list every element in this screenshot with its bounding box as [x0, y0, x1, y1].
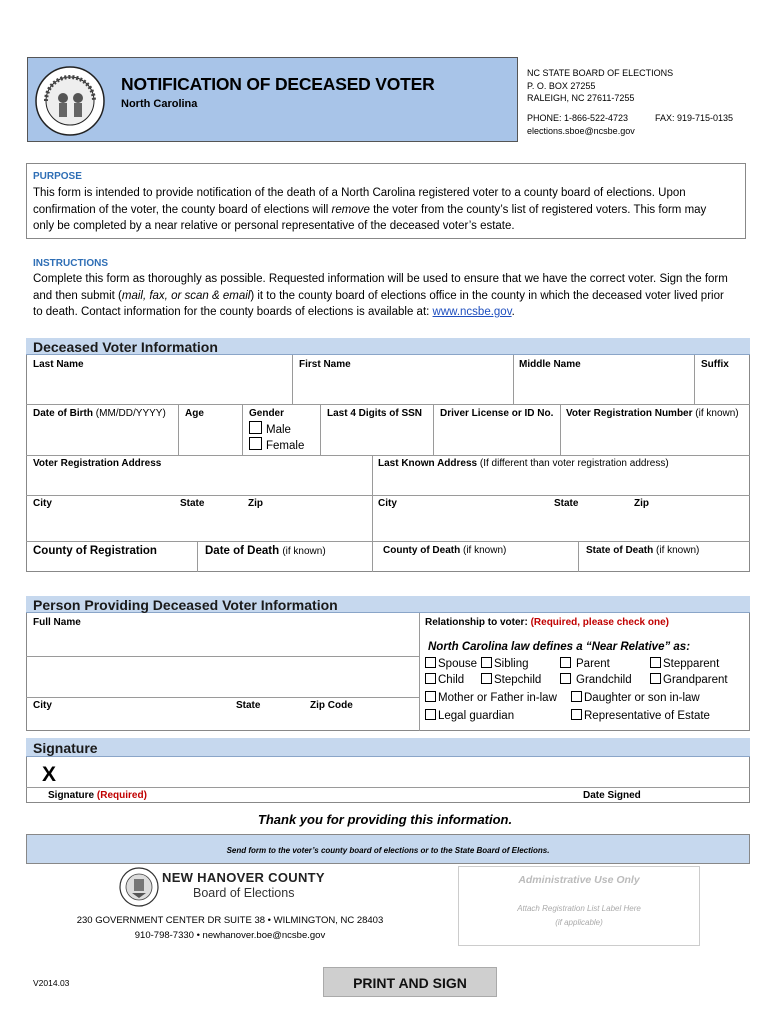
relationship-required: (Required, please check one) — [530, 617, 669, 628]
divider — [292, 355, 293, 404]
divider — [419, 613, 420, 731]
sibling-label: Sibling — [494, 658, 529, 670]
deceased-title: Deceased Voter Information — [33, 339, 218, 355]
option-child-in-law[interactable] — [571, 691, 700, 704]
date-death-label: Date of Death — [205, 545, 280, 557]
divider — [513, 355, 514, 404]
print-and-sign-button[interactable]: PRINT AND SIGN — [323, 967, 497, 997]
grandparent-checkbox[interactable] — [650, 673, 661, 684]
last-address-note: (If different than voter registration address) — [479, 458, 669, 469]
reg-state-field[interactable]: State — [180, 498, 205, 509]
divider — [242, 405, 243, 455]
stepparent-label: Stepparent — [663, 658, 720, 670]
instructions-emphasis: mail, fax, or scan & email — [121, 289, 251, 302]
legal-guardian-checkbox[interactable] — [425, 709, 436, 720]
date-death-note: (if known) — [282, 546, 326, 557]
county-address: 230 GOVERNMENT CENTER DR SUITE 38 • WILMINGTON, NC 28403 — [76, 915, 384, 926]
divider — [178, 405, 179, 455]
divider — [320, 405, 321, 455]
instructions-text — [33, 271, 728, 321]
state-death-label: State of Death — [586, 545, 654, 556]
grandchild-checkbox[interactable] — [560, 673, 571, 684]
purpose-line-2b: the voter from the county’s list of registered voters. This form may — [369, 203, 707, 216]
reg-number-field[interactable] — [566, 408, 739, 419]
divider — [560, 405, 561, 455]
gender-label: Gender — [249, 408, 285, 419]
divider — [197, 542, 198, 572]
option-parent-in-law[interactable] — [425, 691, 557, 704]
divider — [26, 697, 419, 698]
person-state-field[interactable]: State — [236, 700, 261, 711]
divider — [372, 542, 373, 572]
middle-name-field[interactable]: Middle Name — [519, 359, 581, 370]
age-field[interactable]: Age — [185, 408, 204, 419]
county-death-field[interactable] — [383, 545, 506, 556]
child-label: Child — [438, 674, 465, 686]
female-label: Female — [266, 440, 305, 452]
purpose-line-2 — [33, 202, 706, 219]
page-subtitle: North Carolina — [121, 98, 198, 110]
parent-in-law-checkbox[interactable] — [425, 691, 436, 702]
state-death-note: (if known) — [656, 545, 700, 556]
contact-org: NC STATE BOARD OF ELECTIONS — [527, 68, 674, 78]
signature-label — [48, 790, 147, 801]
full-name-field[interactable]: Full Name — [33, 617, 81, 628]
admin-note-2: (if applicable) — [555, 918, 603, 927]
instructions-line-3b: . — [511, 306, 515, 318]
dob-format: (MM/DD/YYYY) — [95, 408, 166, 419]
first-name-field[interactable]: First Name — [299, 359, 351, 370]
contact-phone: PHONE: 1-866-522-4723 — [527, 113, 629, 123]
option-spouse[interactable] — [425, 657, 477, 670]
option-grandchild[interactable] — [560, 673, 632, 686]
child-in-law-checkbox[interactable] — [571, 691, 582, 702]
purpose-line-3: only be completed by a near relative or personal representative of the deceased voter’s estate. — [33, 220, 515, 232]
thank-you-text: Thank you for providing this information. — [257, 812, 513, 827]
stepparent-checkbox[interactable] — [650, 657, 661, 668]
relationship-label — [425, 617, 669, 628]
male-option[interactable] — [249, 421, 291, 436]
county-death-note: (if known) — [463, 545, 507, 556]
date-signed-label: Date Signed — [583, 790, 641, 801]
divider — [26, 656, 419, 657]
last-name-field[interactable]: Last Name — [33, 359, 84, 370]
dob-field[interactable] — [33, 408, 166, 419]
male-label: Male — [266, 424, 291, 436]
state-seal-icon — [35, 66, 105, 136]
last-address-label: Last Known Address — [378, 458, 478, 469]
last-city-field[interactable]: City — [378, 498, 397, 509]
instructions-line-2 — [33, 288, 728, 305]
county-reg-field[interactable]: County of Registration — [33, 545, 157, 557]
reg-number-label: Voter Registration Number — [566, 408, 693, 419]
last-address-field[interactable] — [378, 458, 669, 469]
divider — [372, 456, 373, 541]
state-death-field[interactable] — [586, 545, 699, 556]
signature-required: (Required) — [96, 790, 147, 801]
county-name: NEW HANOVER COUNTY — [162, 870, 325, 885]
county-board: Board of Elections — [193, 886, 295, 900]
contact-block — [527, 67, 673, 105]
option-sibling[interactable] — [481, 657, 529, 670]
purpose-line-2a: confirmation of the voter, the county board of elections will — [33, 203, 332, 216]
instructions-line-3a: to death. Contact information for the county boards of elections is available at: — [33, 306, 433, 318]
last-state-field[interactable]: State — [554, 498, 579, 509]
option-parent[interactable] — [560, 657, 610, 670]
female-checkbox[interactable] — [249, 437, 262, 450]
option-legal-guardian[interactable] — [425, 709, 514, 722]
ncsbe-link[interactable]: www.ncsbe.gov — [432, 306, 512, 318]
county-death-label: County of Death — [383, 545, 461, 556]
instructions-line-3 — [33, 304, 728, 321]
divider — [26, 455, 750, 456]
grandparent-label: Grandparent — [663, 674, 728, 686]
instructions-line-2b: ) it to the county board of elections office in the county in which the deceased voter lived prior — [250, 289, 724, 302]
instructions-line-2a: and then submit ( — [33, 289, 122, 302]
instructions-heading: INSTRUCTIONS — [33, 258, 108, 269]
divider — [26, 495, 750, 496]
page-title: NOTIFICATION OF DECEASED VOTER — [121, 74, 435, 94]
purpose-line-1: This form is intended to provide notification of the death of a North Carolina registered voter to a county board of elections. Upon — [33, 187, 686, 199]
signature-line[interactable] — [26, 787, 750, 788]
divider — [578, 542, 579, 572]
send-note-text: Send form to the voter’s county board of elections or to the State Board of Elections. — [226, 846, 550, 855]
signature-label-text: Signature — [48, 790, 95, 801]
child-in-law-label: Daughter or son in-law — [584, 692, 700, 704]
near-relative-note: North Carolina law defines a “Near Relative” as: — [428, 641, 691, 653]
signature-x-mark: X — [42, 763, 57, 786]
sibling-checkbox[interactable] — [481, 657, 492, 668]
reg-zip-field[interactable]: Zip — [248, 498, 263, 509]
stepchild-label: Stepchild — [494, 674, 542, 686]
date-death-field[interactable] — [205, 545, 326, 557]
last-zip-field[interactable]: Zip — [634, 498, 649, 509]
parent-checkbox[interactable] — [560, 657, 571, 668]
option-stepchild[interactable] — [481, 673, 541, 686]
purpose-heading: PURPOSE — [33, 171, 82, 182]
purpose-text — [33, 185, 706, 235]
divider — [26, 404, 750, 405]
instructions-line-1: Complete this form as thoroughly as possible. Requested information will be used to ensure that we have the correct voter. Sign the form — [33, 273, 728, 285]
option-grandparent[interactable] — [650, 673, 728, 686]
admin-title: Administrative Use Only — [518, 874, 640, 886]
spouse-checkbox[interactable] — [425, 657, 436, 668]
reg-number-note: (if known) — [695, 408, 739, 419]
dob-label: Date of Birth — [33, 408, 93, 419]
divider — [433, 405, 434, 455]
female-option[interactable] — [249, 437, 304, 452]
parent-label: Parent — [576, 658, 610, 670]
ssn-field[interactable]: Last 4 Digits of SSN — [327, 408, 423, 419]
signature-title: Signature — [33, 740, 98, 756]
representative-checkbox[interactable] — [571, 709, 582, 720]
contact-city: RALEIGH, NC 27611-7255 — [527, 93, 635, 103]
county-contact: 910-798-7330 • newhanover.boe@ncsbe.gov — [134, 930, 326, 941]
divider — [26, 541, 750, 542]
reg-address-field[interactable]: Voter Registration Address — [33, 458, 162, 469]
contact-box: P. O. BOX 27255 — [527, 80, 596, 91]
legal-guardian-label: Legal guardian — [438, 710, 515, 722]
contact-fax: FAX: 919-715-0135 — [655, 113, 734, 123]
spouse-label: Spouse — [438, 658, 478, 670]
license-field[interactable]: Driver License or ID No. — [440, 408, 554, 419]
parent-in-law-label: Mother or Father in-law — [438, 692, 557, 704]
option-representative[interactable] — [571, 709, 710, 722]
option-stepparent[interactable] — [650, 657, 719, 670]
reg-city-field[interactable]: City — [33, 498, 52, 509]
person-zip-field[interactable]: Zip Code — [310, 700, 353, 711]
person-title: Person Providing Deceased Voter Information — [33, 597, 338, 613]
contact-email: elections.sboe@ncsbe.gov — [527, 126, 635, 136]
suffix-field[interactable]: Suffix — [701, 359, 729, 370]
admin-note-1: Attach Registration List Label Here — [517, 904, 641, 913]
divider — [694, 355, 695, 404]
representative-label: Representative of Estate — [584, 710, 710, 722]
male-checkbox[interactable] — [249, 421, 262, 434]
relationship-text: Relationship to voter: — [425, 617, 528, 628]
child-checkbox[interactable] — [425, 673, 436, 684]
purpose-emphasis: remove — [331, 203, 370, 216]
version-label: V2014.03 — [33, 978, 70, 988]
stepchild-checkbox[interactable] — [481, 673, 492, 684]
grandchild-label: Grandchild — [576, 674, 632, 686]
person-city-field[interactable]: City — [33, 700, 52, 711]
county-seal-icon — [119, 867, 159, 907]
option-child[interactable] — [425, 673, 464, 686]
signature-header — [26, 738, 750, 757]
